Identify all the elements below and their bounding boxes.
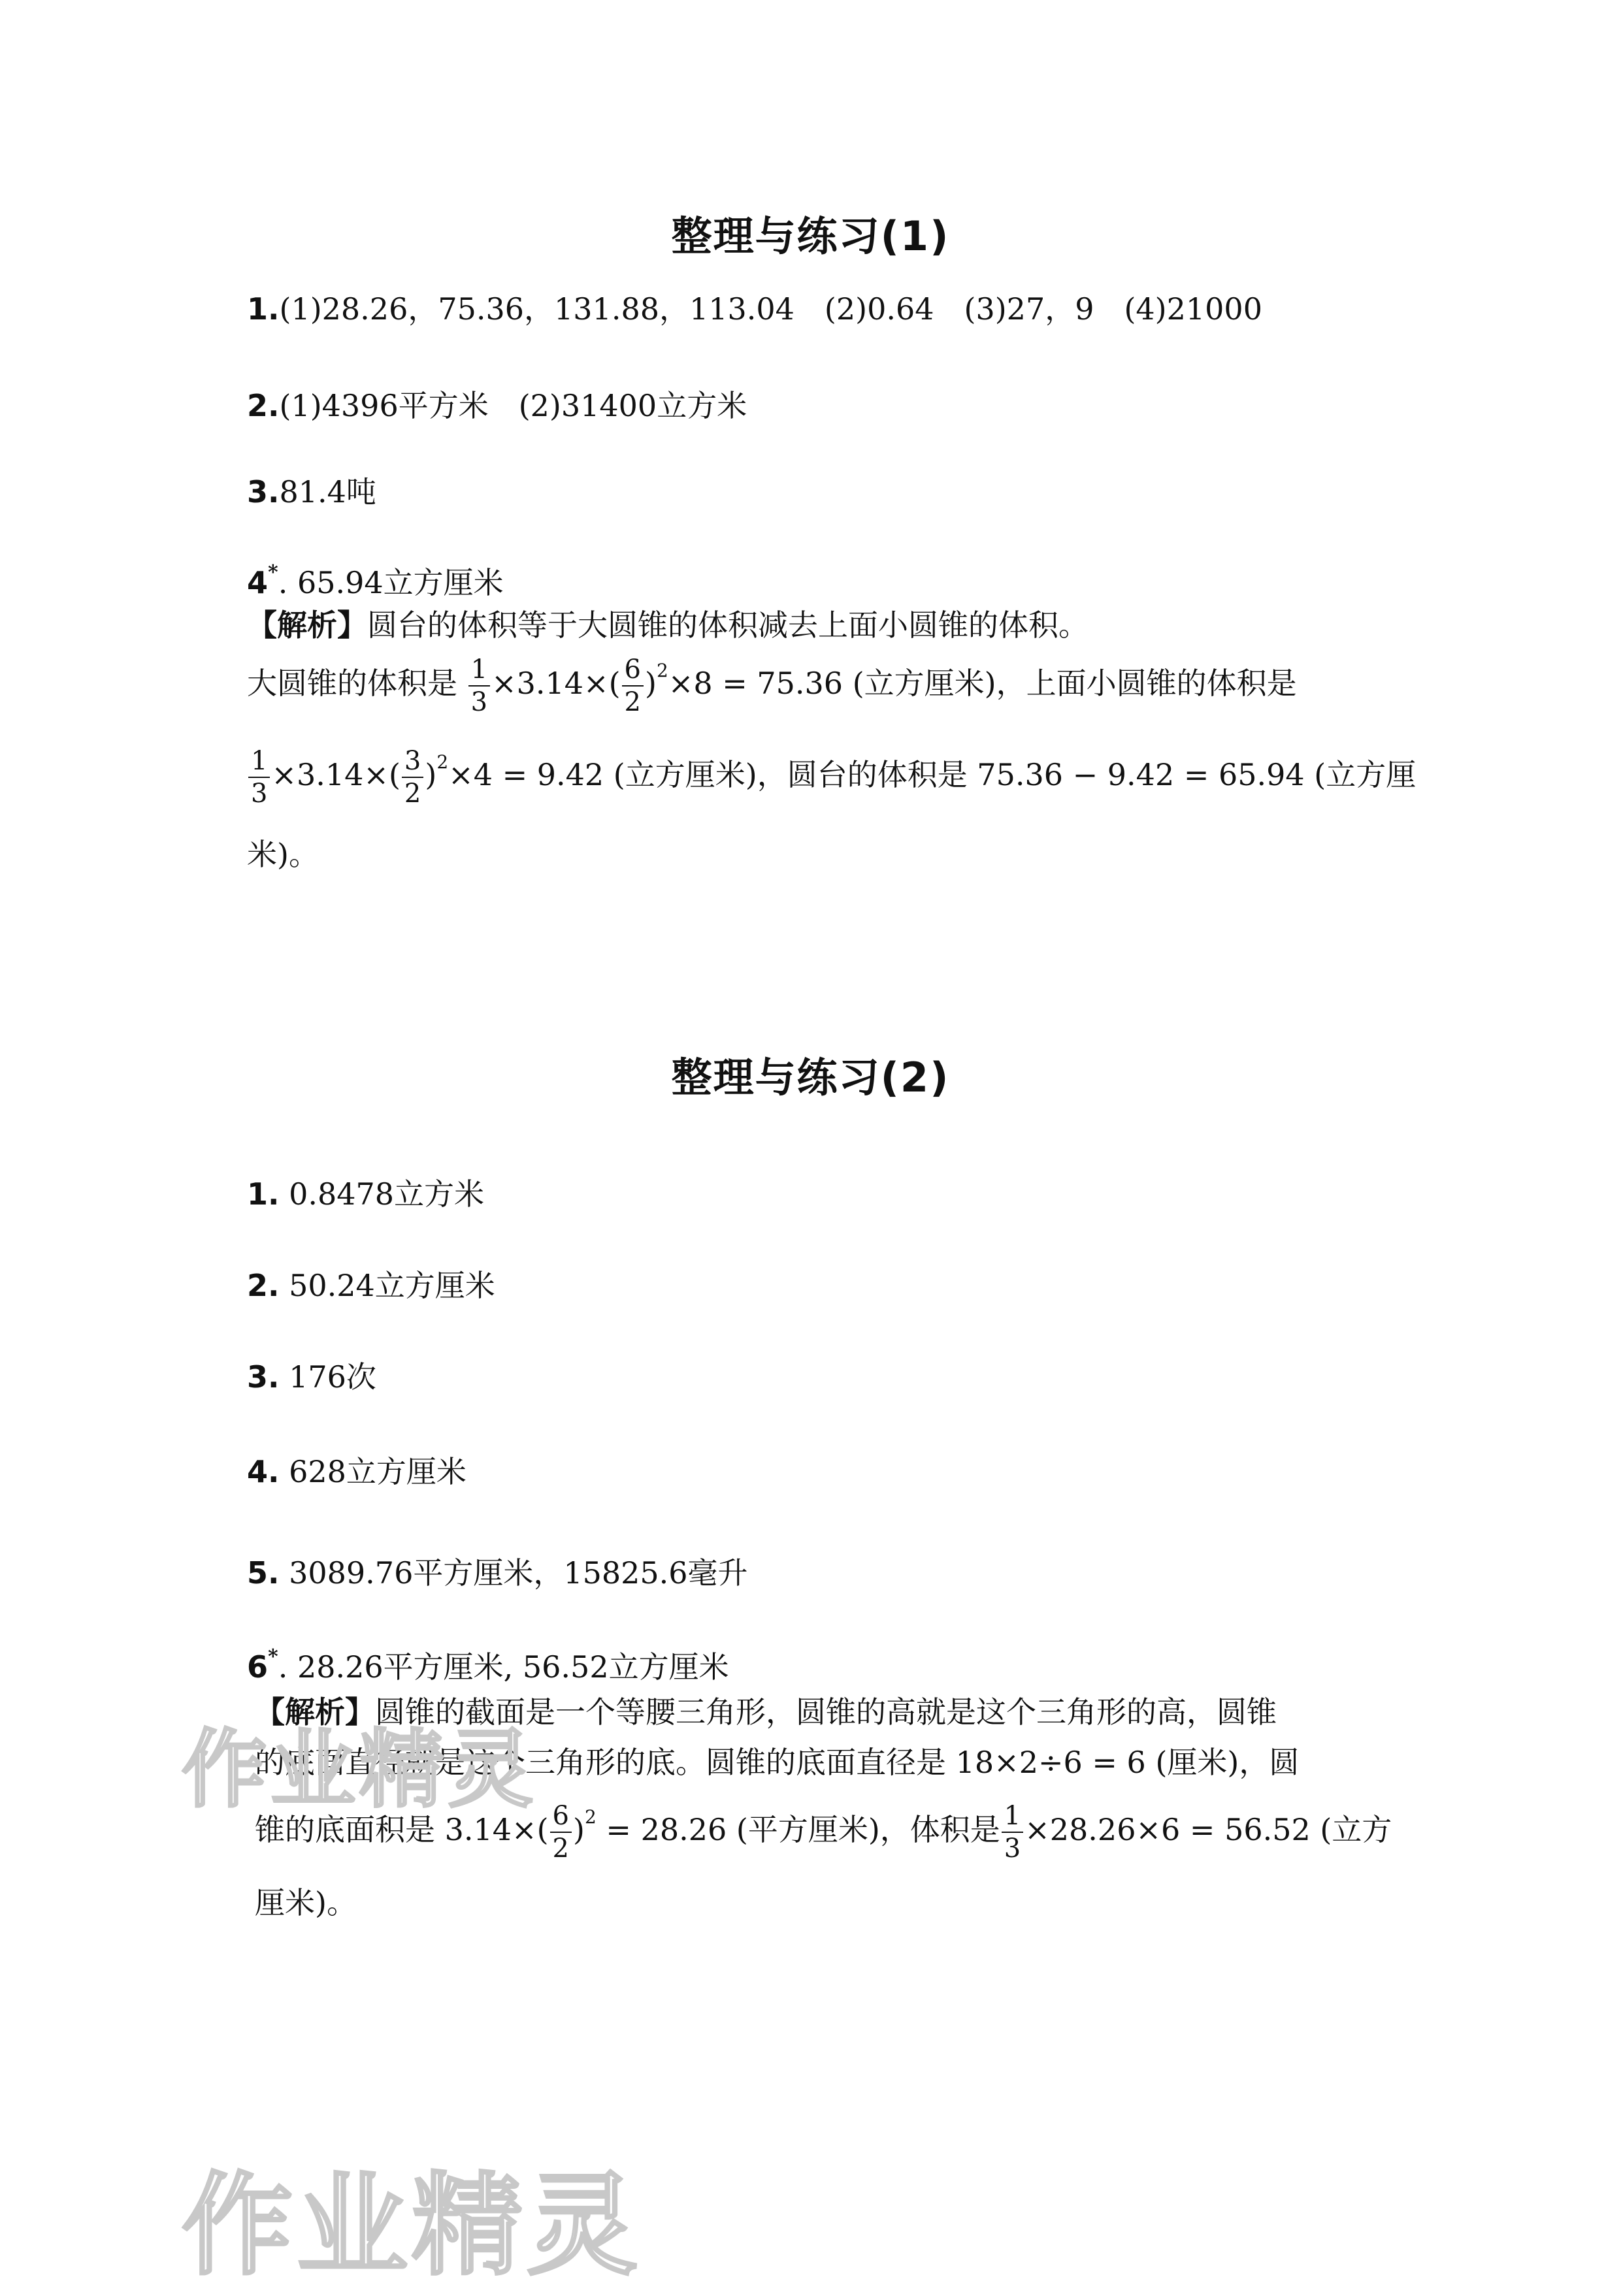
s2-answer-6-text: . 28.26平方厘米, 56.52立方厘米	[278, 1649, 729, 1685]
s2-answer-6	[247, 1645, 729, 1685]
s1-analysis-line-2	[247, 656, 1297, 715]
section2-title: 整理与练习(2)	[671, 1054, 950, 1101]
s2-analysis-text-3c: = 28.26 (平方厘米)，体积是	[596, 1812, 1000, 1847]
fraction-denominator: 3	[251, 779, 268, 809]
fraction-denominator: 2	[552, 1834, 569, 1864]
s1-analysis-text-3a: ×3.14×(	[271, 757, 401, 792]
s2-answer-2-number: 2.	[247, 1268, 280, 1303]
exponent: 2	[584, 1806, 597, 1828]
fraction-numerator: 3	[402, 748, 423, 778]
watermark: 作业精灵	[182, 2161, 642, 2291]
s1-answer-2-number: 2.	[247, 388, 280, 423]
s1-analysis-text-2b: ×3.14×(	[491, 666, 621, 701]
s1-analysis-line-3	[247, 748, 1416, 807]
s1-analysis-line-1	[247, 607, 1089, 643]
s1-answer-2-text: (1)4396平方米 (2)31400立方米	[279, 388, 747, 423]
s1-analysis-text-3b: )	[425, 757, 437, 792]
s2-answer-5-text: 3089.76平方厘米，15825.6毫升	[289, 1555, 748, 1591]
s2-answer-1-text: 0.8478立方米	[289, 1176, 485, 1212]
s1-analysis-label: 【解析】	[247, 607, 367, 643]
s1-analysis-text-1: 圆台的体积等于大圆锥的体积减去上面小圆锥的体积。	[367, 607, 1089, 643]
fraction-numerator: 1	[1002, 1803, 1023, 1833]
s2-analysis-line-4: 厘米)。	[255, 1885, 357, 1920]
fraction-denominator: 2	[404, 779, 421, 809]
s2-answer-6-star: *	[268, 1645, 278, 1668]
s1-answer-3	[247, 474, 376, 509]
fraction-numerator: 1	[468, 656, 490, 687]
s1-answer-4-number: 4	[247, 565, 269, 600]
fraction	[248, 748, 270, 807]
s2-answer-4-number: 4.	[247, 1454, 280, 1489]
s1-answer-2	[247, 388, 747, 423]
s1-analysis-text-2a: 大圆锥的体积是	[247, 666, 457, 701]
s2-answer-1	[247, 1176, 485, 1212]
s1-answer-4	[247, 563, 504, 598]
s1-answer-3-text: 81.4吨	[279, 474, 376, 509]
s2-answer-5	[247, 1555, 748, 1591]
fraction-denominator: 2	[624, 687, 641, 717]
fraction	[550, 1803, 572, 1862]
s1-answer-4-star: *	[268, 561, 278, 584]
fraction-numerator: 6	[550, 1803, 572, 1833]
s1-answer-1-text: (1)28.26，75.36，131.88，113.04 (2)0.64 (3)27，9 (4)21000	[279, 291, 1262, 327]
fraction	[468, 656, 490, 715]
fraction-denominator: 3	[470, 687, 488, 717]
exponent: 2	[656, 660, 668, 681]
s2-answer-3	[247, 1359, 376, 1395]
exponent: 2	[436, 751, 449, 773]
s2-analysis-text-3d: ×28.26×6 = 56.52 (立方	[1024, 1812, 1392, 1847]
s2-answer-3-text: 176次	[289, 1359, 376, 1395]
s2-analysis-line-2: 的底面直径就是这个三角形的底。圆锥的底面直径是 18×2÷6 = 6 (厘米)，圆	[255, 1745, 1300, 1780]
fraction	[622, 656, 644, 715]
section1-title: 整理与练习(1)	[671, 212, 950, 260]
s2-analysis-label: 【解析】	[255, 1694, 375, 1730]
s2-answer-4	[247, 1454, 467, 1489]
fraction-numerator: 1	[248, 748, 270, 778]
s1-answer-4-text: . 65.94立方厘米	[278, 565, 504, 600]
s2-analysis-text-3a: 锥的底面积是 3.14×(	[255, 1812, 549, 1847]
s2-answer-1-number: 1.	[247, 1176, 280, 1212]
s2-analysis-text-1: 圆锥的截面是一个等腰三角形，圆锥的高就是这个三角形的高，圆锥	[375, 1694, 1277, 1730]
s2-answer-4-text: 628立方厘米	[289, 1454, 467, 1489]
watermark: 作业精灵	[182, 1720, 538, 1819]
fraction	[1002, 1803, 1023, 1862]
s1-answer-3-number: 3.	[247, 474, 280, 509]
s1-answer-1-number: 1.	[247, 291, 280, 327]
s1-answer-1	[247, 291, 1262, 327]
s1-analysis-text-3c: ×4 = 9.42 (立方厘米)，圆台的体积是 75.36 − 9.42 = 65.94 (立方厘	[448, 757, 1416, 792]
fraction-denominator: 3	[1004, 1834, 1021, 1864]
s2-answer-2-text: 50.24立方厘米	[289, 1268, 495, 1303]
s2-answer-6-number: 6	[247, 1649, 269, 1685]
s2-answer-3-number: 3.	[247, 1359, 280, 1395]
s2-answer-5-number: 5.	[247, 1555, 280, 1591]
s2-answer-2	[247, 1270, 495, 1301]
fraction-numerator: 6	[622, 656, 644, 687]
s1-analysis-line-4: 米)。	[247, 837, 319, 872]
s1-analysis-text-2c: )	[645, 666, 657, 701]
s1-analysis-text-2d: ×8 = 75.36 (立方厘米)，上面小圆锥的体积是	[668, 666, 1297, 701]
fraction	[402, 748, 423, 807]
s2-analysis-text-3b: )	[573, 1812, 585, 1847]
